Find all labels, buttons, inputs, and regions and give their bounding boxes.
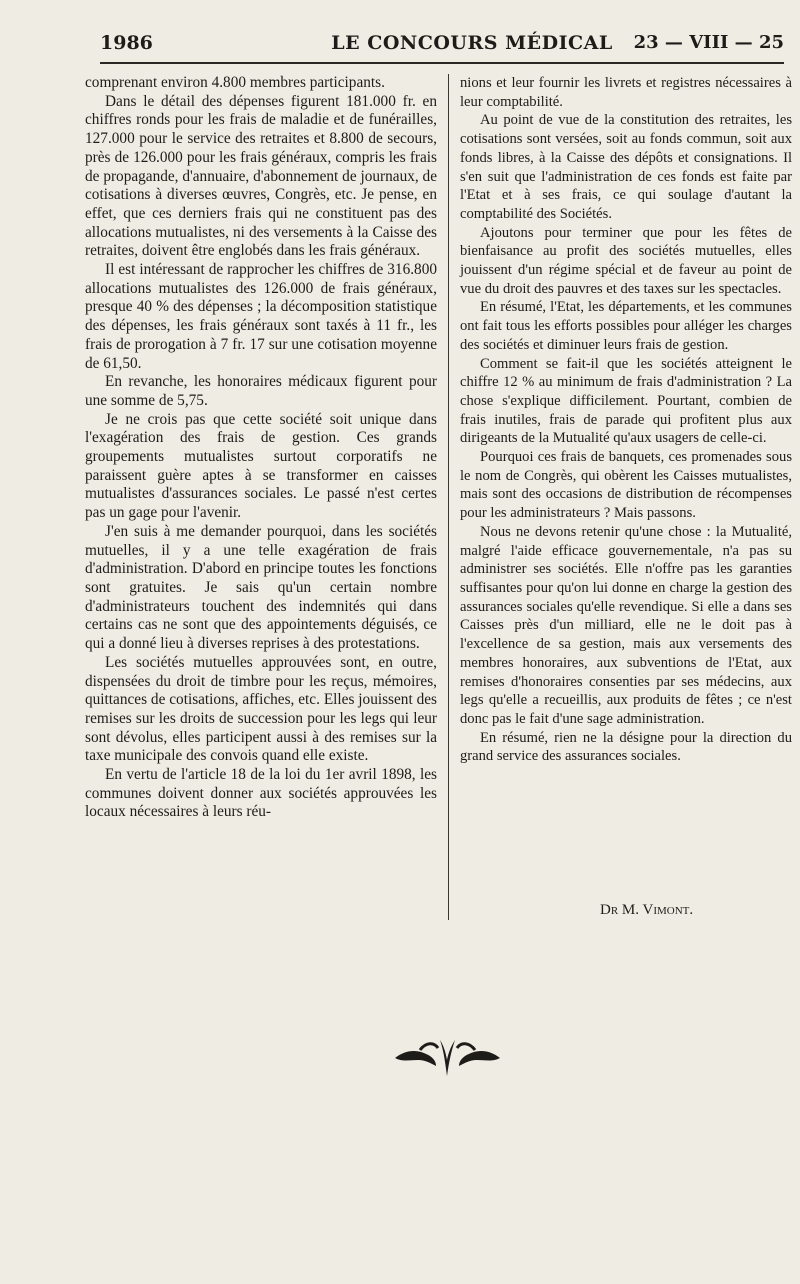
paragraph: Comment se fait-il que les sociétés atteignent le chiffre 12 % au minimum de frais d'administration ? La chose s'explique difficilement. Pourtant, combien de frais inutiles, frais de parade qui profitent plus aux dirigeants de la Mutualité qu'aux usagers de celle-ci.: [460, 355, 792, 447]
paragraph: Pourquoi ces frais de banquets, ces promenades sous le nom de Congrès, qui obèrent les Caisses mutualistes, mais sont des occasions de distribution de récompenses pour les administrateurs ? Mais passons.: [460, 449, 792, 522]
right-column: [460, 74, 792, 766]
journal-title: LE CONCOURS MÉDICAL: [331, 32, 613, 54]
issue-date: 23 — VIII — 25: [633, 32, 784, 53]
paragraph: Ajoutons pour terminer que pour les fêtes de bienfaisance au profit des sociétés mutuelles, elles jouissent d'un régime spécial et de faveur au point de vue du droit des pauvres et des taxes sur les spectacles.: [460, 224, 792, 297]
paragraph: En résumé, rien ne la désigne pour la direction du grand service des assurances sociales.: [460, 729, 792, 765]
author-signature: Dr M. Vimont.: [600, 902, 694, 918]
paragraph: J'en suis à me demander pourquoi, dans les sociétés mutuelles, il y a une telle exagération de frais d'administration. D'abord en principe toutes les fonctions sont gratuites. Je sais qu'un certain nombre d'administrateurs touchent des indemnités qui dans certains cas ne sont que des appointements déguisés, ce qui a donné lieu à diverses reprises à des protestations.: [85, 522, 437, 653]
paragraph: Dans le détail des dépenses figurent 181.000 fr. en chiffres ronds pour les frais de maladie et de funérailles, 127.000 pour le service des retraites et 8.800 de secours, près de 126.000 pour les frais généraux, compris les frais de propagande, d'annuaire, d'abonnement de journaux, de cotisations à diverses œuvres, Congrès, etc. Je pense, en effet, que ces derniers frais qui ne constituent pas des allocations mutualistes, ni des versements à la Caisse des retraites, doivent être englobés dans les frais généraux.: [85, 92, 437, 260]
left-column: [85, 74, 437, 822]
paragraph: En vertu de l'article 18 de la loi du 1er avril 1898, les communes doivent donner aux sociétés approuvées les locaux nécessaires à leurs réu-: [85, 766, 437, 821]
paragraph: Les sociétés mutuelles approuvées sont, en outre, dispensées du droit de timbre pour les reçus, mémoires, quittances de cotisations, affiches, etc. Elles jouissent des remises sur les droits de succession pour les legs qui leur sont dévolus, elles participent aussi à des remises sur la taxe municipale des convois quand elle existe.: [85, 653, 437, 765]
paragraph: comprenant environ 4.800 membres participants.: [85, 74, 385, 91]
paragraph: Il est intéressant de rapprocher les chiffres de 316.800 allocations mutualistes des 126.000 de frais généraux, presque 40 % des dépenses ; la décomposition statistique des dépenses, les frais généraux sont taxés à 11 fr., les frais de prorogation à 7 fr. 17 sur une cotisation moyenne de 61,50.: [85, 261, 437, 372]
paragraph: Au point de vue de la constitution des retraites, les cotisations sont versées, soit au fonds commun, soit aux fonds libres, à la Caisse des dépôts et consignations. Il s'en suit que l'administration de ces fonds est faite par l'Etat et à ses frais, ce qui soulage d'autant la comptabilité des Sociétés.: [460, 112, 792, 222]
page-number: 1986: [100, 32, 153, 54]
paragraph: nions et leur fournir les livrets et registres nécessaires à leur comptabilité.: [460, 75, 792, 110]
paragraph: En revanche, les honoraires médicaux figurent pour une somme de 5,75.: [85, 373, 437, 409]
column-divider: [448, 74, 449, 920]
fleuron-ornament-icon: [390, 1030, 505, 1084]
page-header: [100, 28, 784, 64]
paragraph: En résumé, l'Etat, les départements, et les communes ont fait tous les efforts possibles pour alléger les charges des sociétés et diminuer leurs frais de gestion.: [460, 299, 792, 353]
paragraph: Nous ne devons retenir qu'une chose : la Mutualité, malgré l'aide efficace gouvernementale, n'a pas su administrer ses sociétés. Elle n'offre pas les garanties suffisantes pour qu'on lui donne en charge la gestion des assurances sociales qu'elle revendique. Si elle a dans ses Caisses près d'un milliard, elle ne le doit pas à l'excellence de sa gestion, mais aux versements des membres honoraires, aux subventions de l'Etat, aux remises d'honoraires consenties par ses médecins, aux legs qu'elle a recueillis, aux produits de fêtes ; ce n'est donc pas le fait d'une sage administration.: [460, 523, 792, 727]
paragraph: Je ne crois pas que cette société soit unique dans l'exagération des frais de gestion. Ces grands groupements mutualistes surtout corporatifs ne paraissent guère aptes à se transformer en caisses mutualistes d'assurances sociales. Le passé n'est certes pas un gage pour l'avenir.: [85, 410, 437, 522]
